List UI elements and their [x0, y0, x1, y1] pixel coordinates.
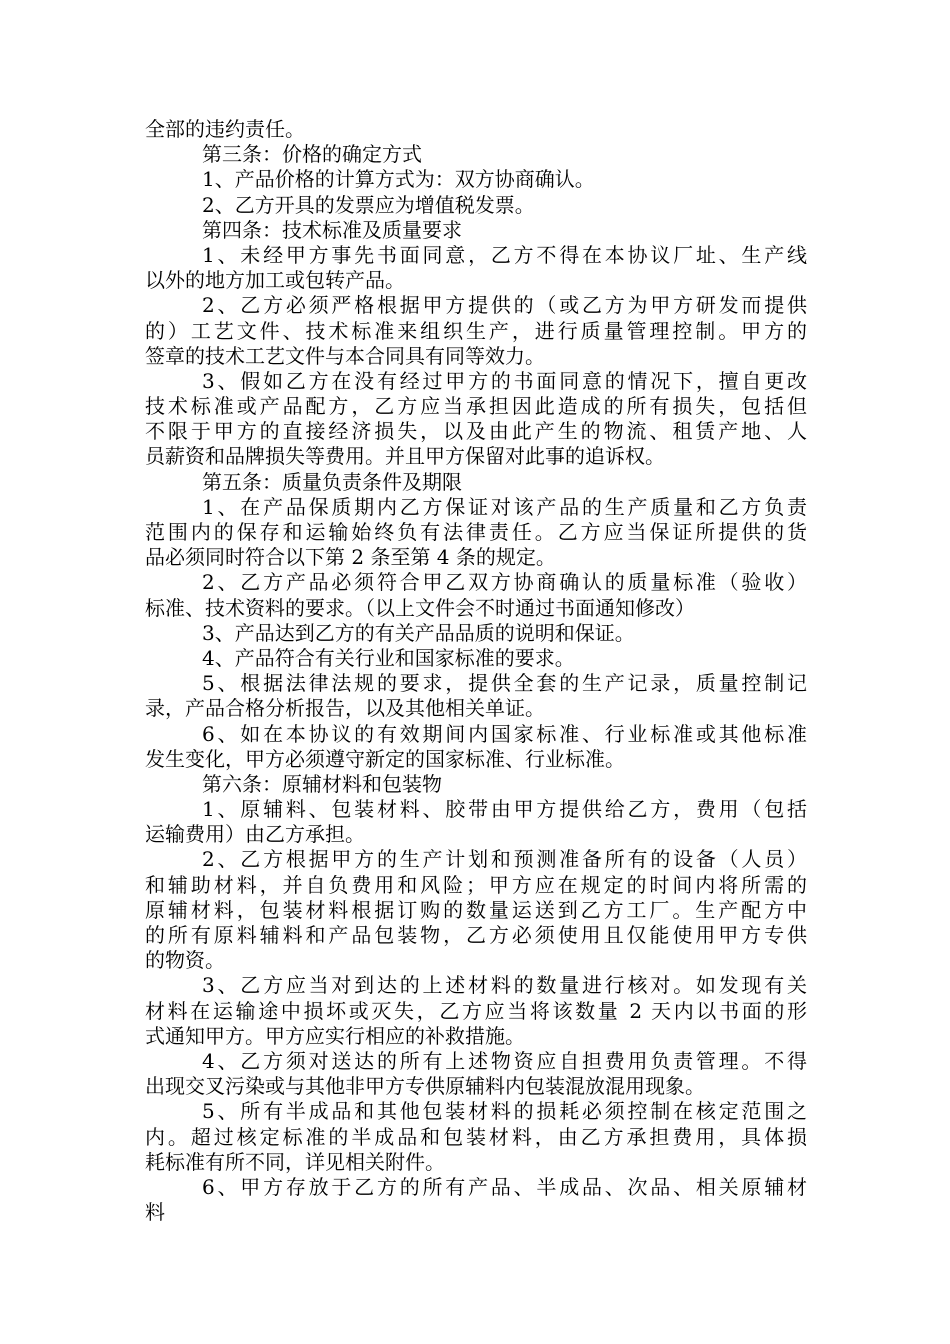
text-line: 出现交叉污染或与其他非甲方专供原辅料内包装混放混用现象。 — [145, 1074, 705, 1099]
text-line: 全部的违约责任。 — [145, 117, 305, 141]
text-line: 4、乙方须对送达的所有上述物资应自担费用负责管理。不得 — [202, 1048, 807, 1073]
text-line: 2、乙方根据甲方的生产计划和预测准备所有的设备（人员） — [202, 847, 807, 872]
text-line: 耗标准有所不同，详见相关附件。 — [145, 1149, 445, 1174]
text-line: 1、原辅料、包装材料、胶带由甲方提供给乙方，费用（包括 — [202, 797, 807, 822]
text-line: 的所有原料辅料和产品包装物，乙方必须使用且仅能使用甲方专供 — [145, 923, 807, 947]
text-line: 标准、技术资料的要求。（以上文件会不时通过书面通知修改） — [145, 595, 695, 620]
text-line: 5、所有半成品和其他包装材料的损耗必须控制在核定范围之 — [202, 1099, 807, 1124]
text-line: 6、如在本协议的有效期间内国家标准、行业标准或其他标准 — [202, 721, 807, 746]
text-line: 第六条：原辅材料和包装物 — [202, 771, 442, 796]
text-line: 3、产品达到乙方的有关产品品质的说明和保证。 — [202, 620, 635, 645]
text-line: 6、甲方存放于乙方的所有产品、半成品、次品、相关原辅材 — [202, 1174, 807, 1199]
text-line: 第四条：技术标准及质量要求 — [202, 217, 462, 242]
text-line: 内。超过核定标准的半成品和包装材料，由乙方承担费用，具体损 — [145, 1124, 807, 1149]
text-line: 4、产品符合有关行业和国家标准的要求。 — [202, 645, 575, 670]
text-line: 范围内的保存和运输始终负有法律责任。乙方应当保证所提供的货 — [145, 520, 807, 544]
text-line: 第五条：质量负责条件及期限 — [202, 469, 462, 494]
text-line: 以外的地方加工或包转产品。 — [145, 268, 405, 293]
text-line: 材料在运输途中损坏或灭失，乙方应当将该数量 2 天内以书面的形 — [145, 998, 807, 1023]
text-line: 第三条：价格的确定方式 — [202, 142, 422, 167]
text-line: 料 — [145, 1200, 165, 1225]
text-line: 2、乙方产品必须符合甲乙双方协商确认的质量标准（验收） — [202, 570, 807, 595]
text-line: 技术标准或产品配方，乙方应当承担因此造成的所有损失，包括但 — [145, 394, 807, 419]
text-line: 和辅助材料，并自负费用和风险；甲方应在规定的时间内将所需的 — [145, 872, 807, 897]
text-line: 的物资。 — [145, 948, 225, 973]
text-line: 不限于甲方的直接经济损失，以及由此产生的物流、租赁产地、人 — [145, 419, 807, 444]
text-line: 1、产品价格的计算方式为：双方协商确认。 — [202, 167, 595, 192]
text-line: 原辅材料，包装材料根据订购的数量运送到乙方工厂。生产配方中 — [145, 897, 807, 922]
text-line: 1、在产品保质期内乙方保证对该产品的生产质量和乙方负责 — [202, 494, 807, 519]
text-line: 2、乙方必须严格根据甲方提供的（或乙方为甲方研发而提供 — [202, 293, 807, 318]
text-line: 员薪资和品牌损失等费用。并且甲方保留对此事的追诉权。 — [145, 444, 665, 469]
text-line: 5、根据法律法规的要求，提供全套的生产记录，质量控制记 — [202, 671, 807, 696]
text-line: 2、乙方开具的发票应为增值税发票。 — [202, 192, 535, 217]
document-page — [145, 117, 807, 1225]
text-line: 式通知甲方。甲方应实行相应的补救措施。 — [145, 1023, 525, 1048]
text-line: 3、乙方应当对到达的上述材料的数量进行核对。如发现有关 — [202, 973, 807, 998]
text-line: 3、假如乙方在没有经过甲方的书面同意的情况下，擅自更改 — [202, 368, 807, 393]
text-line: 的）工艺文件、技术标准来组织生产，进行质量管理控制。甲方的 — [145, 318, 807, 343]
text-line: 录，产品合格分析报告，以及其他相关单证。 — [145, 696, 545, 721]
text-line: 签章的技术工艺文件与本合同具有同等效力。 — [145, 343, 545, 368]
text-line: 运输费用）由乙方承担。 — [145, 822, 365, 847]
text-line: 发生变化，甲方必须遵守新定的国家标准、行业标准。 — [145, 746, 625, 771]
text-line: 1、未经甲方事先书面同意，乙方不得在本协议厂址、生产线 — [202, 242, 807, 267]
text-line: 品必须同时符合以下第 2 条至第 4 条的规定。 — [145, 545, 556, 570]
